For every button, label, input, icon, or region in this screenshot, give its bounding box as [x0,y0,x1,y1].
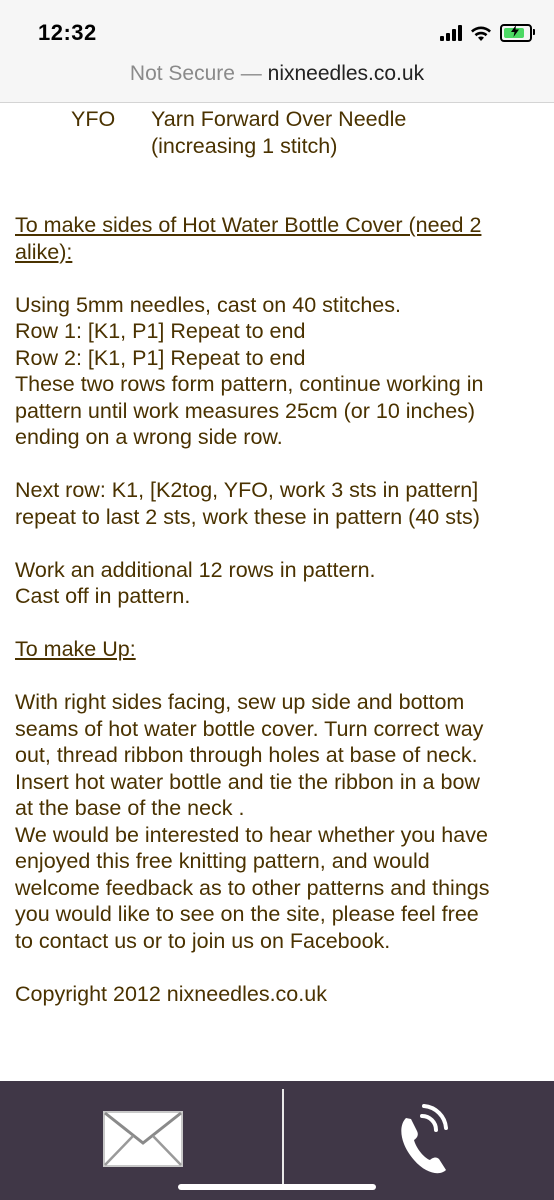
instruction-line: out, thread ribbon through holes at base of neck. [15,743,478,767]
instruction-line: These two rows form pattern, continue working in [15,372,484,396]
section-heading-line: alike): [15,239,73,264]
instruction-line: seams of hot water bottle cover. Turn correct way [15,716,484,741]
definition-line: (increasing 1 stitch) [151,133,338,158]
url-domain: nixneedles.co.uk [267,62,425,85]
instruction-line: Next row: K1, [K2tog, YFO, work 3 sts in pattern] [15,478,479,502]
make-up-instructions [15,689,540,954]
url-separator: — [234,62,268,85]
instruction-line: enjoyed this free knitting pattern, and would [15,849,430,873]
wifi-icon [470,25,492,42]
instruction-line: With right sides facing, sew up side and bottom [15,690,465,714]
security-label: Not Secure [129,62,235,85]
charging-bolt-icon [510,25,520,37]
instruction-line: at the base of the neck . [15,796,245,820]
status-time: 12:32 [38,20,97,45]
instruction-line: Cast off in pattern. [15,584,191,608]
cellular-signal-icon [440,25,462,41]
abbreviation-definition [148,106,540,159]
abbreviation-term: YFO [71,107,116,131]
abbreviation-row [15,106,540,159]
instruction-line: to contact us or to join us on Facebook. [15,928,391,953]
instruction-line: Work an additional 12 rows in pattern. [15,557,376,582]
battery-icon [500,24,532,42]
instruction-line: welcome feedback as to other patterns and things [15,875,490,900]
definition-line: Yarn Forward Over Needle [151,107,407,131]
address-bar[interactable] [0,56,554,92]
copyright-text: Copyright 2012 nixneedles.co.uk [15,981,327,1006]
next-row-instructions [15,477,540,530]
envelope-icon[interactable] [102,1110,184,1168]
instruction-line: Using 5mm needles, cast on 40 stitches. [15,292,401,317]
instruction-line: We would be interested to hear whether you have [15,822,488,847]
instruction-line: repeat to last 2 sts, work these in pattern (40 sts) [15,504,480,529]
section-heading-line: To make Up: [15,637,136,661]
action-divider [282,1089,284,1189]
finish-instructions [15,557,540,610]
phone-call-icon[interactable] [384,1100,456,1178]
instruction-line: pattern until work measures 25cm (or 10 inches) [15,398,476,423]
section-heading-line: To make sides of Hot Water Bottle Cover (need 2 [15,213,482,237]
status-icons [440,22,532,44]
instruction-line: ending on a wrong side row. [15,425,283,449]
sides-instructions [15,292,540,451]
browser-top-bar [0,0,554,103]
make-up-heading [15,636,540,663]
pattern-content [15,106,540,1007]
sides-heading [15,212,540,265]
instruction-line: Row 1: [K1, P1] Repeat to end [15,319,306,343]
home-indicator[interactable] [178,1184,376,1190]
instruction-line: Row 2: [K1, P1] Repeat to end [15,345,306,370]
instruction-line: you would like to see on the site, please feel free [15,902,479,926]
contact-action-bar [0,1081,554,1200]
instruction-line: Insert hot water bottle and tie the ribbon in a bow [15,769,480,794]
